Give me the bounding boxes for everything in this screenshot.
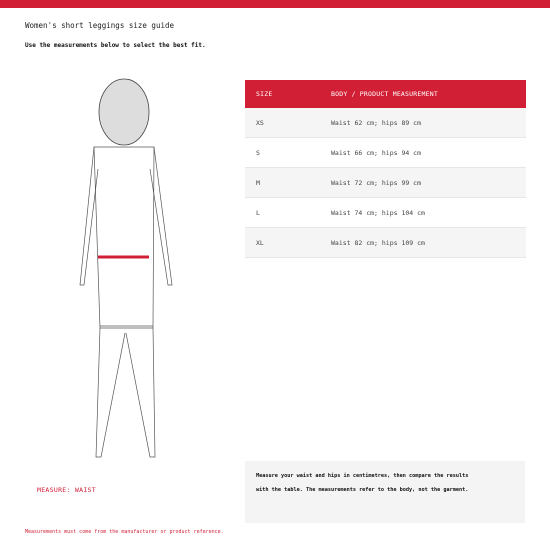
measurement-cell: Waist 74 cm; hips 104 cm	[331, 198, 526, 228]
size-table	[245, 80, 526, 258]
top-accent-bar	[0, 0, 550, 8]
header-measurement: BODY / PRODUCT MEASUREMENT	[331, 80, 526, 108]
instructions-line-2: with the table. The measurements refer to the body, not the garment.	[256, 486, 469, 493]
table-header-row	[245, 80, 526, 108]
body-figure	[60, 75, 190, 465]
page-title: Women's short leggings size guide	[25, 21, 175, 30]
right-leg-shape	[126, 328, 155, 457]
size-cell: L	[245, 198, 331, 228]
table-row	[245, 138, 526, 168]
left-leg-shape	[96, 328, 125, 457]
measurement-cell: Waist 62 cm; hips 89 cm	[331, 108, 526, 138]
table-row	[245, 108, 526, 138]
measurement-cell: Waist 72 cm; hips 99 cm	[331, 168, 526, 198]
size-cell: XS	[245, 108, 331, 138]
size-cell: XL	[245, 228, 331, 258]
page-subtitle: Use the measurements below to select the best fit.	[25, 42, 206, 49]
measurement-cell: Waist 82 cm; hips 109 cm	[331, 228, 526, 258]
table-row	[245, 228, 526, 258]
body-outline-illustration	[60, 75, 190, 465]
size-cell: S	[245, 138, 331, 168]
table-row	[245, 198, 526, 228]
size-cell: M	[245, 168, 331, 198]
torso-shape	[94, 147, 154, 328]
measuring-instructions	[245, 461, 525, 523]
measurement-cell: Waist 66 cm; hips 94 cm	[331, 138, 526, 168]
instructions-line-1: Measure your waist and hips in centimetres, then compare the results	[256, 473, 469, 479]
footer-note: Measurements must come from the manufacturer or product reference.	[25, 529, 224, 535]
header-size: SIZE	[245, 80, 331, 108]
left-arm-shape	[80, 147, 98, 285]
table-row	[245, 168, 526, 198]
head-shape	[99, 79, 149, 145]
measure-label: MEASURE: WAIST	[37, 486, 96, 494]
